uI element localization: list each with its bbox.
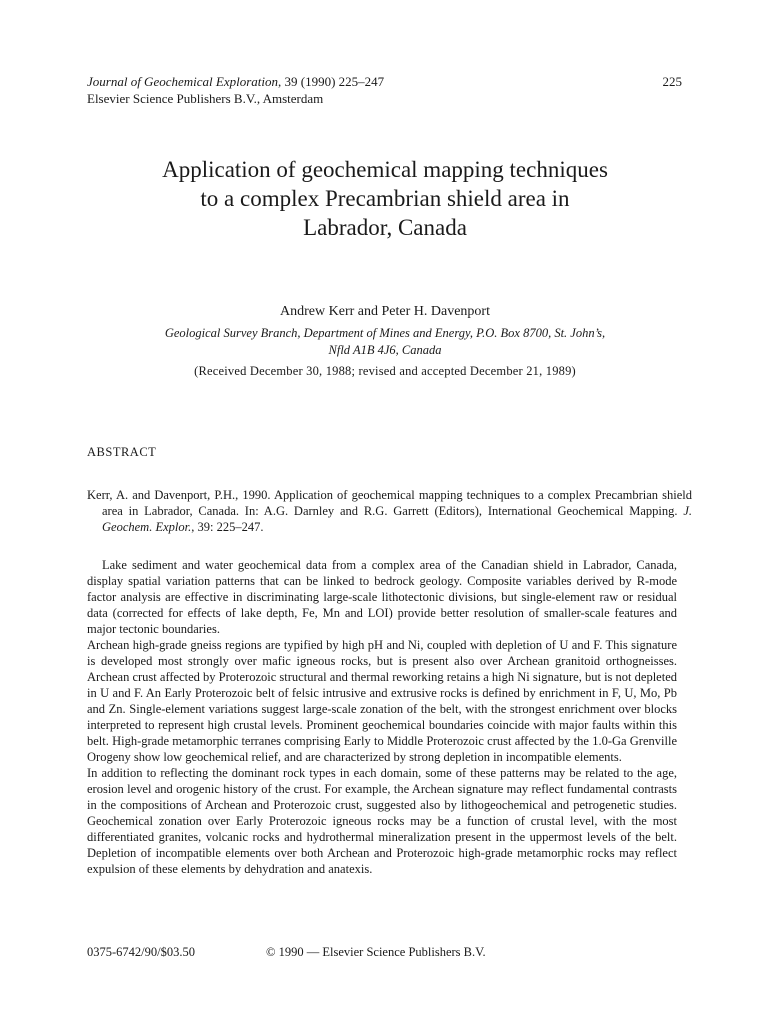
abstract-body bbox=[87, 557, 677, 877]
title-line: Application of geochemical mapping techniques bbox=[162, 157, 608, 182]
article-citation bbox=[87, 487, 692, 535]
journal-volume: , 39 (1990) 225–247 bbox=[278, 74, 385, 89]
abstract-paragraph: Archean high-grade gneiss regions are typified by high pH and Ni, coupled with depletion of U and F. This signature is developed most strongly over mafic igneous rocks, but is present also over Archean granitoid orthogneisses. Archean crust affected by Proterozoic structural and thermal reworking retains a high Ni signature, but is not depleted in U and F. An Early Proterozoic belt of felsic intrusive and extrusive rocks is defined by enrichment in F, U, Mo, Pb and Zn. Single-element variations suggest large-scale zonation of the belt, with the strongest enrichment over blocks interpreted to represent high crustal levels. Prominent geochemical boundaries coincide with major faults within this belt. High-grade metamorphic terranes comprising Early to Middle Proterozoic crust affected by the 1.0-Ga Grenville Orogeny show low geochemical relief, and are characterized by strong depletion in incompatible elements. bbox=[87, 638, 677, 764]
affiliation-line: Geological Survey Branch, Department of Mines and Energy, P.O. Box 8700, St. John’s, bbox=[164, 326, 606, 340]
page-header bbox=[87, 73, 682, 107]
article-title bbox=[60, 155, 710, 242]
copyright-notice: © 1990 — Elsevier Science Publishers B.V. bbox=[266, 945, 486, 959]
citation-journal: J. Geochem. Explor. bbox=[102, 504, 692, 534]
journal-citation-line bbox=[87, 73, 682, 90]
abstract-paragraph: In addition to reflecting the dominant rock types in each domain, some of these patterns may be related to the age, erosion level and orogenic history of the crust. For example, the Archean signature may reflect fundamental contrasts in the compositions of Archean and Proterozoic crust, suggested also by lithogeochemical and petrogenetic studies. Geochemical zonation over Early Proterozoic igneous rocks may be a function of crustal level, with the most differentiated granites, volcanic rocks and hydrothermal mineralization present in the uppermost levels of the belt. Depletion of incompatible elements over both Archean and Proterozoic high-grade metamorphic rocks may reflect expulsion of these elements by dehydration and anatexis. bbox=[87, 766, 677, 876]
citation-text: Kerr, A. and Davenport, P.H., 1990. Application of geochemical mapping techniques to a complex Precambrian shield area in Labrador, Canada. In: A.G. Darnley and R.G. Garrett (Editors), International Geochemical Mapping. bbox=[87, 488, 692, 518]
affiliation-line: Nfld A1B 4J6, Canada bbox=[328, 343, 442, 357]
abstract-heading: ABSTRACT bbox=[87, 445, 157, 459]
issn-price: 0375-6742/90/$03.50 bbox=[87, 945, 195, 959]
abstract-paragraph: Lake sediment and water geochemical data from a complex area of the Canadian shield in Labrador, Canada, display spatial variation patterns that can be linked to bedrock geology. Composite variables derived by R-mode factor analysis are effective in discriminating large-scale lithotectonic divisions, but single-element raw or residual data (corrected for effects of lake depth, Fe, Mn and LOI) provide better resolution of smaller-scale features and major tectonic boundaries. bbox=[87, 558, 677, 636]
title-line: to a complex Precambrian shield area in bbox=[200, 186, 570, 211]
citation-volume: , 39: 225–247. bbox=[191, 520, 264, 534]
article-authors: Andrew Kerr and Peter H. Davenport bbox=[280, 304, 490, 319]
received-dates: (Received December 30, 1988; revised and accepted December 21, 1989) bbox=[194, 364, 576, 378]
title-line: Labrador, Canada bbox=[303, 215, 467, 240]
publisher-line: Elsevier Science Publishers B.V., Amsterdam bbox=[87, 91, 324, 106]
author-affiliation bbox=[60, 325, 710, 359]
journal-name: Journal of Geochemical Exploration bbox=[87, 74, 278, 89]
page-number: 225 bbox=[662, 74, 682, 89]
